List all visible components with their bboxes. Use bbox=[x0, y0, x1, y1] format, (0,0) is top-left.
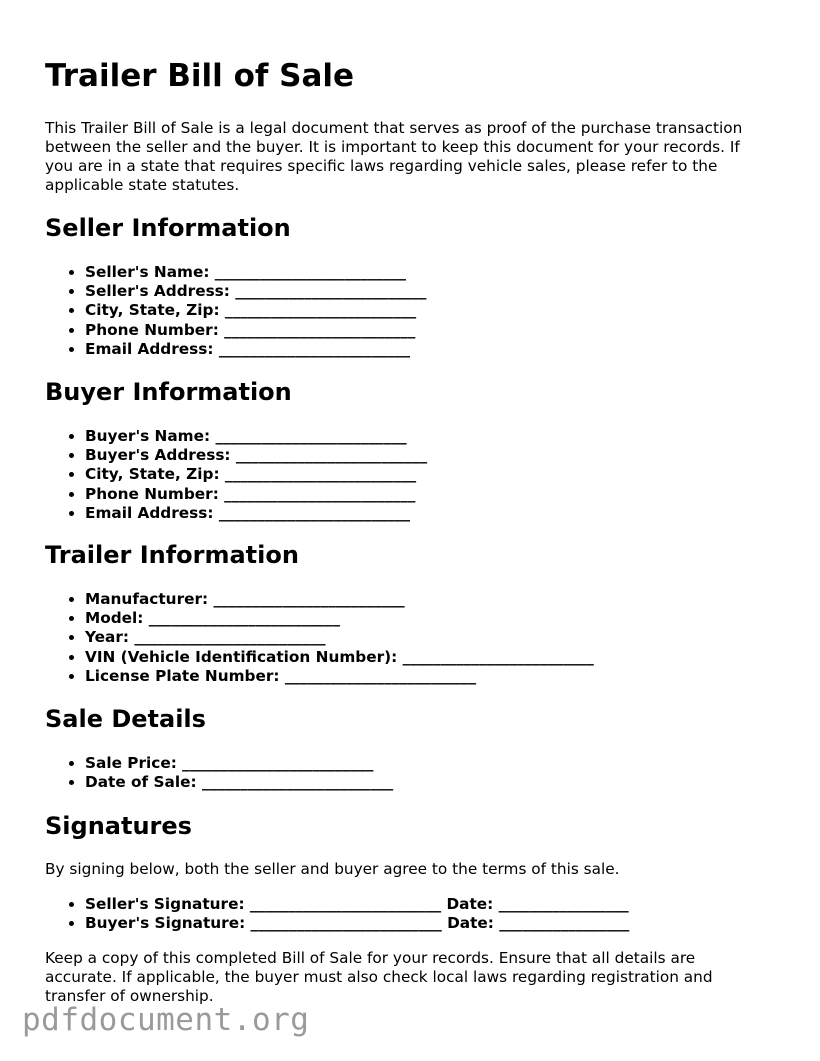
buyer-city-field[interactable]: • City, State, Zip: _________________________ bbox=[85, 465, 427, 484]
trailer-fields bbox=[45, 590, 594, 686]
year-field[interactable]: • Year: _________________________ bbox=[85, 628, 594, 647]
buyer-name-field[interactable]: • Buyer's Name: _________________________ bbox=[85, 427, 427, 446]
intro-paragraph: This Trailer Bill of Sale is a legal document that serves as proof of the purchase transaction between the seller and the buyer. It is important to keep this document for your records. If you are in a state that requires specific laws regarding vehicle sales, please refer to the applicable state statutes. bbox=[45, 119, 743, 194]
seller-email-field[interactable]: • Email Address: _________________________ bbox=[85, 340, 426, 359]
buyer-address-field[interactable]: • Buyer's Address: _________________________ bbox=[85, 446, 427, 465]
seller-address-field[interactable]: • Seller's Address: _________________________ bbox=[85, 282, 426, 301]
seller-city-field[interactable]: • City, State, Zip: _________________________ bbox=[85, 301, 426, 320]
manufacturer-field[interactable]: • Manufacturer: _________________________ bbox=[85, 590, 594, 609]
page-title: Trailer Bill of Sale bbox=[45, 58, 355, 94]
seller-signature-field[interactable]: • Seller's Signature: _________________________ Date: _________________ bbox=[85, 895, 629, 914]
seller-name-field[interactable]: • Seller's Name: _________________________ bbox=[85, 263, 426, 282]
watermark-text: pdfdocument.org bbox=[22, 1002, 310, 1038]
model-field[interactable]: • Model: _________________________ bbox=[85, 609, 594, 628]
seller-fields bbox=[45, 263, 426, 359]
buyer-phone-field[interactable]: • Phone Number: _________________________ bbox=[85, 485, 427, 504]
buyer-heading: Buyer Information bbox=[45, 378, 292, 406]
seller-heading: Seller Information bbox=[45, 214, 291, 242]
buyer-email-field[interactable]: • Email Address: _________________________ bbox=[85, 504, 427, 523]
buyer-fields bbox=[45, 427, 427, 523]
trailer-heading: Trailer Information bbox=[45, 541, 299, 569]
sale-fields bbox=[45, 754, 393, 792]
signature-fields bbox=[45, 895, 629, 933]
signatures-intro: By signing below, both the seller and buyer agree to the terms of this sale. bbox=[45, 860, 620, 878]
vin-field[interactable]: • VIN (Vehicle Identification Number): _________________________ bbox=[85, 648, 594, 667]
buyer-signature-field[interactable]: • Buyer's Signature: _________________________ Date: _________________ bbox=[85, 914, 629, 933]
signatures-heading: Signatures bbox=[45, 812, 192, 840]
license-plate-field[interactable]: • License Plate Number: _________________________ bbox=[85, 667, 594, 686]
closing-paragraph: Keep a copy of this completed Bill of Sale for your records. Ensure that all details are accurate. If applicable, the buyer must also check local laws regarding registration and transfer of ownership. bbox=[45, 949, 713, 1006]
sale-date-field[interactable]: • Date of Sale: _________________________ bbox=[85, 773, 393, 792]
seller-phone-field[interactable]: • Phone Number: _________________________ bbox=[85, 321, 426, 340]
sale-heading: Sale Details bbox=[45, 705, 206, 733]
sale-price-field[interactable]: • Sale Price: _________________________ bbox=[85, 754, 393, 773]
